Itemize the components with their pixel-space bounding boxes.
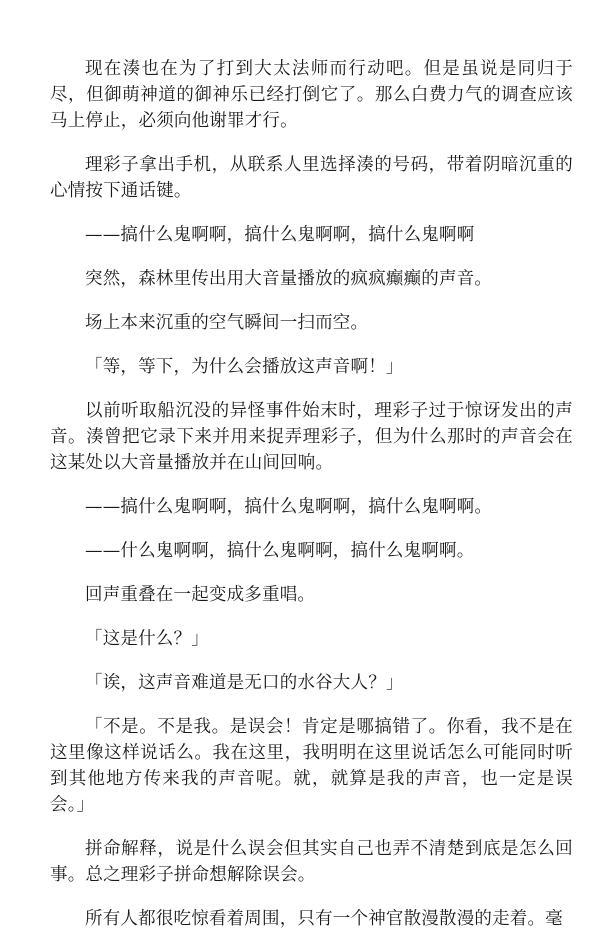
- paragraph-9: ——什么鬼啊啊，搞什么鬼啊啊，搞什么鬼啊啊。: [85, 541, 475, 561]
- paragraph-1: 现在湊也在为了打到大太法师而行动吧。但是虽说是同归于尽，但御萌神道的御神乐已经打倒它了。那么白费力气的调查应该马上停止，必须向他谢罪才行。: [50, 59, 573, 131]
- paragraph-7: 以前听取船沉没的异怪事件始末时，理彩子过于惊讶发出的声音。湊曾把它录下来并用来捉弄理彩子，但为什么那时的声音会在这某处以大音量播放并在山间回响。: [50, 401, 573, 473]
- paragraph-3: ——搞什么鬼啊啊，搞什么鬼啊啊，搞什么鬼啊啊: [85, 225, 475, 245]
- paragraph-2: 理彩子拿出手机，从联系人里选择湊的号码，带着阴暗沉重的心情按下通话键。: [50, 155, 573, 201]
- paragraph-6: 「等，等下，为什么会播放这声音啊！」: [85, 357, 404, 377]
- paragraph-15: 所有人都很吃惊看着周围，只有一个神官散漫散漫的走着。毫: [85, 909, 563, 929]
- paragraph-14: 拼命解释，说是什么误会但其实自己也弄不清楚到底是怎么回事。总之理彩子拼命想解除误会。: [50, 839, 573, 885]
- paragraph-8: ——搞什么鬼啊啊，搞什么鬼啊啊，搞什么鬼啊啊。: [85, 497, 493, 517]
- paragraph-11: 「这是什么？」: [85, 629, 209, 649]
- paragraph-4: 突然，森林里传出用大音量播放的疯疯癫癫的声音。: [85, 269, 493, 289]
- paragraph-5: 场上本来沉重的空气瞬间一扫而空。: [85, 313, 369, 333]
- paragraph-13: 「不是。不是我。是误会！肯定是哪搞错了。你看，我不是在这里像这样说话么。我在这里，我明明在这里说话怎么可能同时听到其他地方传来我的声音呢。就，就算是我的声音，也一定是误会。」: [50, 717, 573, 815]
- paragraph-12: 「诶，这声音难道是无口的水谷大人？」: [85, 673, 404, 693]
- paragraph-10: 回声重叠在一起变成多重唱。: [85, 585, 316, 605]
